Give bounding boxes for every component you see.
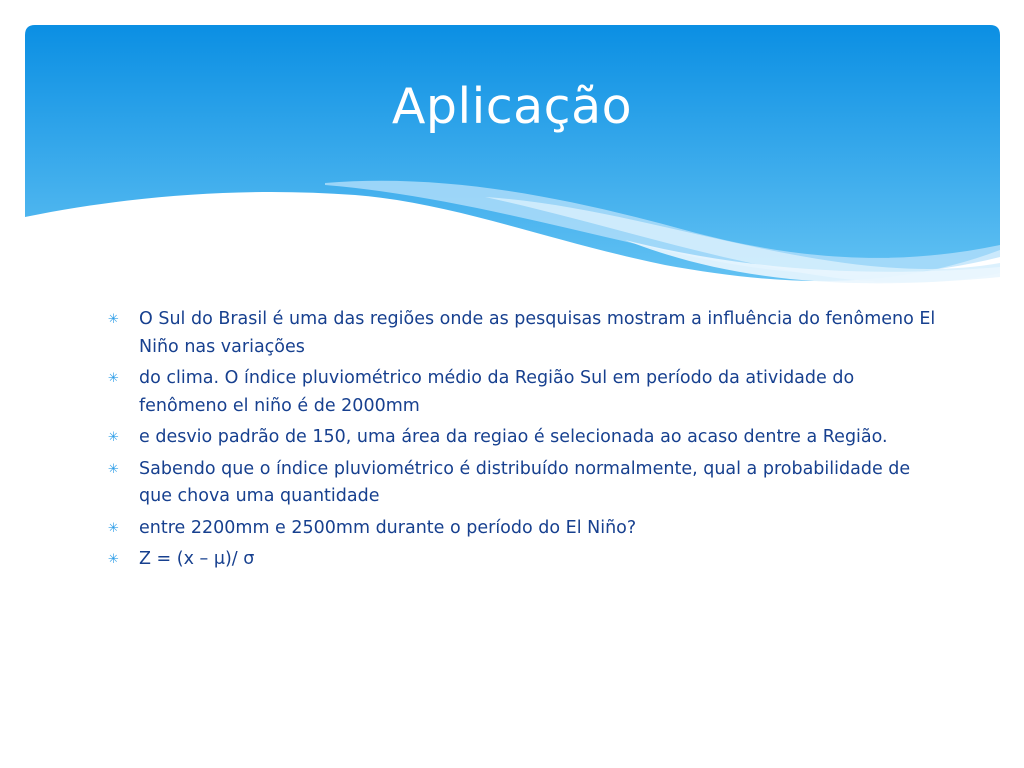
asterisk-bullet-icon: ✳ [108, 552, 119, 567]
bullet-text: Z = (x – μ)/ σ [139, 549, 255, 569]
bullet-text: e desvio padrão de 150, uma área da regiao é selecionada ao acaso dentre a Região. [139, 427, 888, 447]
bullet-list [108, 306, 938, 578]
header-banner [25, 25, 1000, 290]
bullet-item [108, 515, 938, 543]
bullet-item [108, 306, 938, 361]
asterisk-bullet-icon: ✳ [108, 312, 119, 327]
slide-title: Aplicação [391, 78, 633, 135]
bullet-text: entre 2200mm e 2500mm durante o período do El Niño? [139, 517, 637, 538]
bullet-text: O Sul do Brasil é uma das regiões onde as pesquisas mostram a influência do fenômeno El Niño nas variações [139, 309, 936, 357]
asterisk-bullet-icon: ✳ [108, 461, 119, 477]
bullet-text: do clima. O índice pluviométrico médio da Região Sul em período da atividade do fenômeno el niño é de 2000mm [139, 368, 855, 416]
asterisk-bullet-icon: ✳ [108, 430, 119, 445]
bullet-item [108, 424, 938, 452]
wave-decoration [25, 25, 1000, 290]
bullet-item [108, 456, 938, 511]
asterisk-bullet-icon: ✳ [108, 371, 119, 386]
bullet-item [108, 546, 938, 574]
bullet-item [108, 365, 938, 420]
bullet-text: Sabendo que o índice pluviométrico é distribuído normalmente, qual a probabilidade de que chova uma quantidade [139, 458, 911, 506]
asterisk-bullet-icon: ✳ [108, 520, 119, 536]
